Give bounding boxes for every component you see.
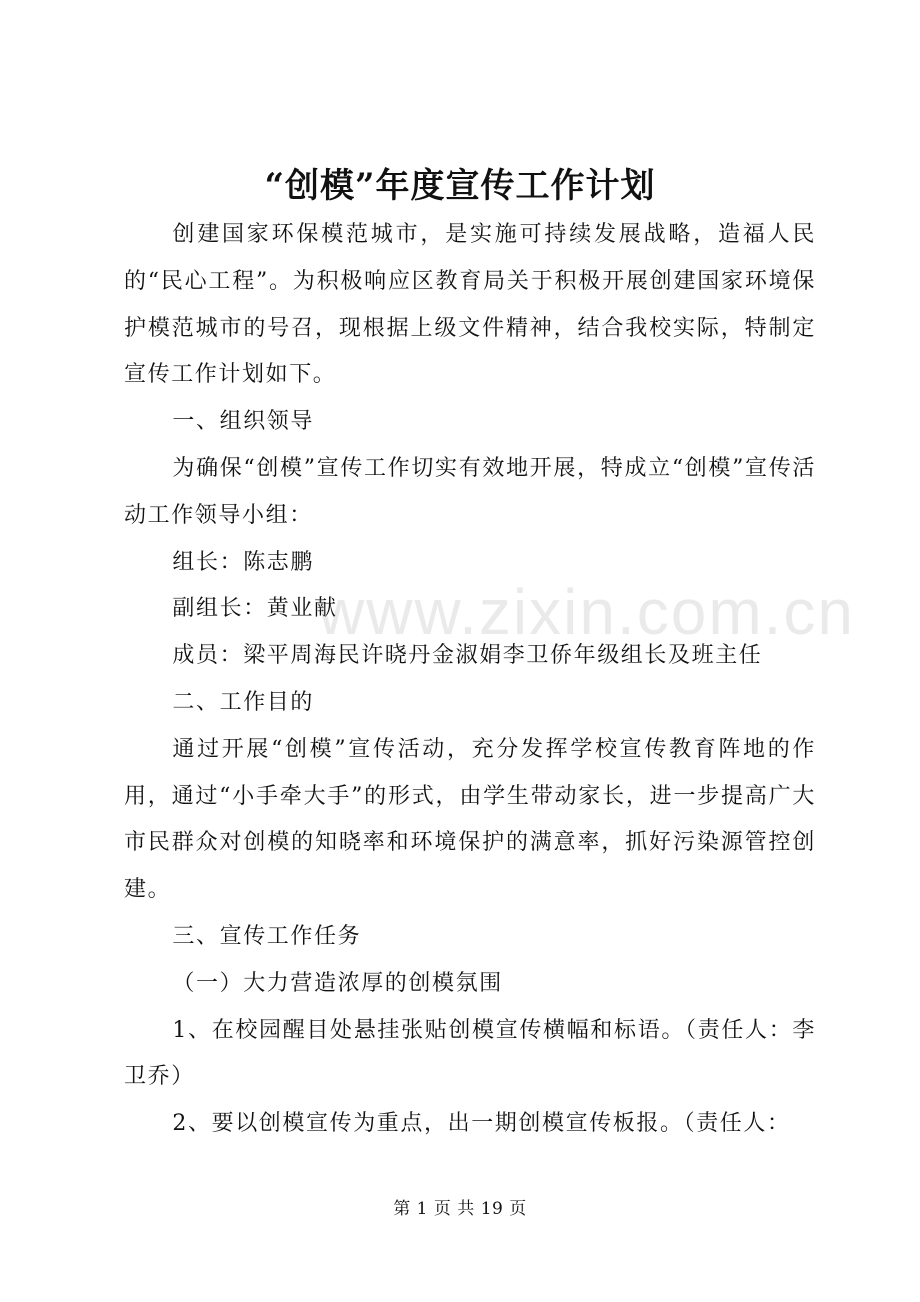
document-body [124,212,816,1148]
subsection-heading-atmosphere: （一）大力营造浓厚的创模氛围 [172,970,503,996]
deputy-leader-line: 副组长：黄业献 [172,596,338,622]
task-item-1: 1、在校园醒目处悬挂张贴创模宣传横幅和标语。（责任人：李卫乔） [124,1017,816,1090]
section-heading-purpose: 二、工作目的 [172,689,314,715]
intro-paragraph: 创建国家环保模范城市，是实施可持续发展战略，造福人民的“民心工程”。为积极响应区教育局关于积极开展创建国家环境保护模范城市的号召，现根据上级文件精神，结合我校实际，特制定宣传工作计划如下。 [124,222,816,388]
purpose-paragraph: 通过开展“创模”宣传活动，充分发挥学校宣传教育阵地的作用，通过“小手牵大手”的形式，由学生带动家长，进一步提高广大市民群众对创模的知晓率和环境保护的满意率，抓好污染源管控创建。 [124,736,816,903]
leader-line: 组长：陈志鹏 [172,549,314,575]
document-title: “创模”年度宣传工作计划 [264,166,656,206]
watermark: www.zixin.com.cn [318,576,855,648]
section-heading-tasks: 三、宣传工作任务 [172,923,362,949]
task-item-2: 2、要以创模宣传为重点，出一期创模宣传板报。（责任人： [172,1111,791,1137]
organization-paragraph: 为确保“创模”宣传工作切实有效地开展，特成立“创模”宣传活动工作领导小组： [124,455,816,528]
members-line: 成员：梁平周海民许晓丹金淑娟李卫侨年级组长及班主任 [172,643,763,669]
page-footer: 第 1 页 共 19 页 [393,1199,527,1219]
section-heading-organization: 一、组织领导 [172,409,314,435]
